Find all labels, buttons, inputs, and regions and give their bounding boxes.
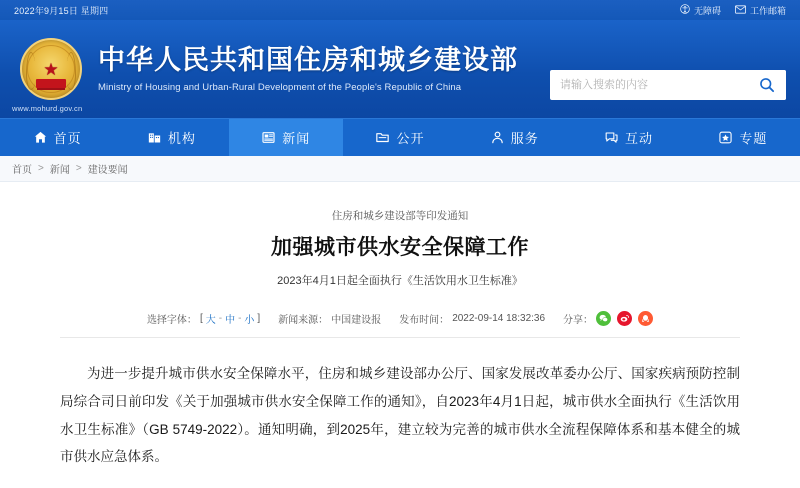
- nav-item-open-label: 公开: [396, 131, 425, 146]
- article-source-label: 新闻来源：: [278, 315, 329, 327]
- breadcrumb-item-home[interactable]: 首页: [12, 165, 32, 176]
- breadcrumb-item-current: 建设要闻: [87, 165, 128, 176]
- nav-item-open[interactable]: [343, 119, 457, 156]
- current-date: 2022年9月15日 星期四: [14, 5, 109, 16]
- folder-icon: [375, 130, 390, 145]
- qq-icon[interactable]: [638, 311, 653, 326]
- chat-icon: [604, 130, 619, 145]
- article-kicker: 住房和城乡建设部等印发通知: [331, 210, 469, 222]
- nav-item-home-label: 首页: [53, 131, 82, 146]
- font-size-sep-2: -: [238, 313, 242, 325]
- breadcrumb-item-news[interactable]: 新闻: [49, 165, 70, 176]
- wechat-icon[interactable]: [596, 311, 611, 326]
- article-header: [0, 182, 800, 338]
- star-icon: [718, 130, 733, 145]
- nav-item-news[interactable]: [229, 119, 343, 156]
- article-source: [278, 311, 381, 326]
- publish-time-value: 2022-09-14 18:32:36: [452, 313, 546, 325]
- share-icon-list: [596, 311, 653, 326]
- article-source-value: 中国建设报: [331, 315, 382, 327]
- nav-item-news-label: 新闻: [282, 131, 311, 146]
- nav-item-interaction-label: 互动: [625, 131, 654, 146]
- top-utility-bar: [0, 0, 800, 20]
- search-icon: [759, 77, 775, 93]
- accessibility-label: 无障碍: [693, 5, 721, 16]
- site-title-cn: 中华人民共和国住房和城乡建设部: [98, 45, 518, 76]
- font-size-sep-1: -: [218, 313, 223, 325]
- site-masthead: [0, 20, 800, 118]
- breadcrumb-separator: >: [38, 163, 44, 174]
- nav-item-topics[interactable]: [686, 119, 800, 156]
- mail-icon: [735, 5, 746, 16]
- nav-item-service[interactable]: [457, 119, 571, 156]
- article-meta: [60, 311, 740, 338]
- font-size-label: 选择字体：: [146, 315, 197, 327]
- nav-item-home[interactable]: [0, 119, 114, 156]
- article-publish-time: [399, 311, 545, 326]
- accessibility-icon: [680, 4, 690, 16]
- font-size-bracket-open: [: [199, 313, 203, 325]
- accessibility-link[interactable]: [680, 4, 721, 17]
- font-size-large[interactable]: 大: [205, 315, 216, 327]
- news-icon: [261, 130, 276, 145]
- nav-item-organization[interactable]: [114, 119, 228, 156]
- font-size-medium[interactable]: 中: [225, 315, 236, 327]
- font-size-small[interactable]: 小: [244, 315, 255, 327]
- nav-item-interaction[interactable]: [571, 119, 685, 156]
- nav-item-topics-label: 专题: [739, 131, 768, 146]
- search-input[interactable]: [550, 70, 748, 100]
- main-nav: [0, 118, 800, 156]
- share-label: 分享：: [563, 315, 594, 327]
- work-mail-link[interactable]: [735, 4, 786, 17]
- work-mail-label: 工作邮箱: [749, 5, 786, 16]
- breadcrumb-separator-2: >: [75, 163, 82, 174]
- page-title: 加强城市供水安全保障工作: [271, 236, 529, 259]
- search-button[interactable]: [748, 70, 786, 100]
- breadcrumb: [0, 156, 800, 182]
- nav-item-organization-label: 机构: [167, 131, 196, 146]
- weibo-icon[interactable]: [617, 311, 632, 326]
- home-icon: [33, 130, 48, 145]
- national-emblem-icon: ★: [14, 32, 88, 106]
- article-share: [563, 311, 653, 326]
- site-url: www.mohurd.gov.cn: [12, 104, 83, 113]
- article-subtitle: 2023年4月1日起全面执行《生活饮用水卫生标准》: [277, 275, 523, 288]
- top-utility-links: [680, 4, 786, 17]
- article-body: 为进一步提升城市供水安全保障水平，住房和城乡建设部办公厅、国家发展改革委办公厅、国家疾病预防控制局综合司日前印发《关于加强城市供水安全保障工作的通知》，自2023年4月1日起，城市供水全面执行《生活饮用水卫生标准》（GB 5749-2022）。通知明确，到2025年，建立较为完善的城市供水全流程保障体系和基本健全的城市供水应急体系。: [60, 366, 741, 465]
- nav-item-service-label: 服务: [510, 131, 539, 146]
- site-title-en: Ministry of Housing and Urban-Rural Development of the People's Republic of China: [98, 81, 462, 93]
- site-search: [550, 70, 786, 100]
- publish-time-label: 发布时间：: [399, 315, 450, 327]
- font-size-bracket-close: ]: [257, 313, 261, 325]
- service-icon: [490, 130, 505, 145]
- site-title-block: [98, 45, 518, 92]
- building-icon: [147, 130, 162, 145]
- font-size-selector: [147, 311, 260, 326]
